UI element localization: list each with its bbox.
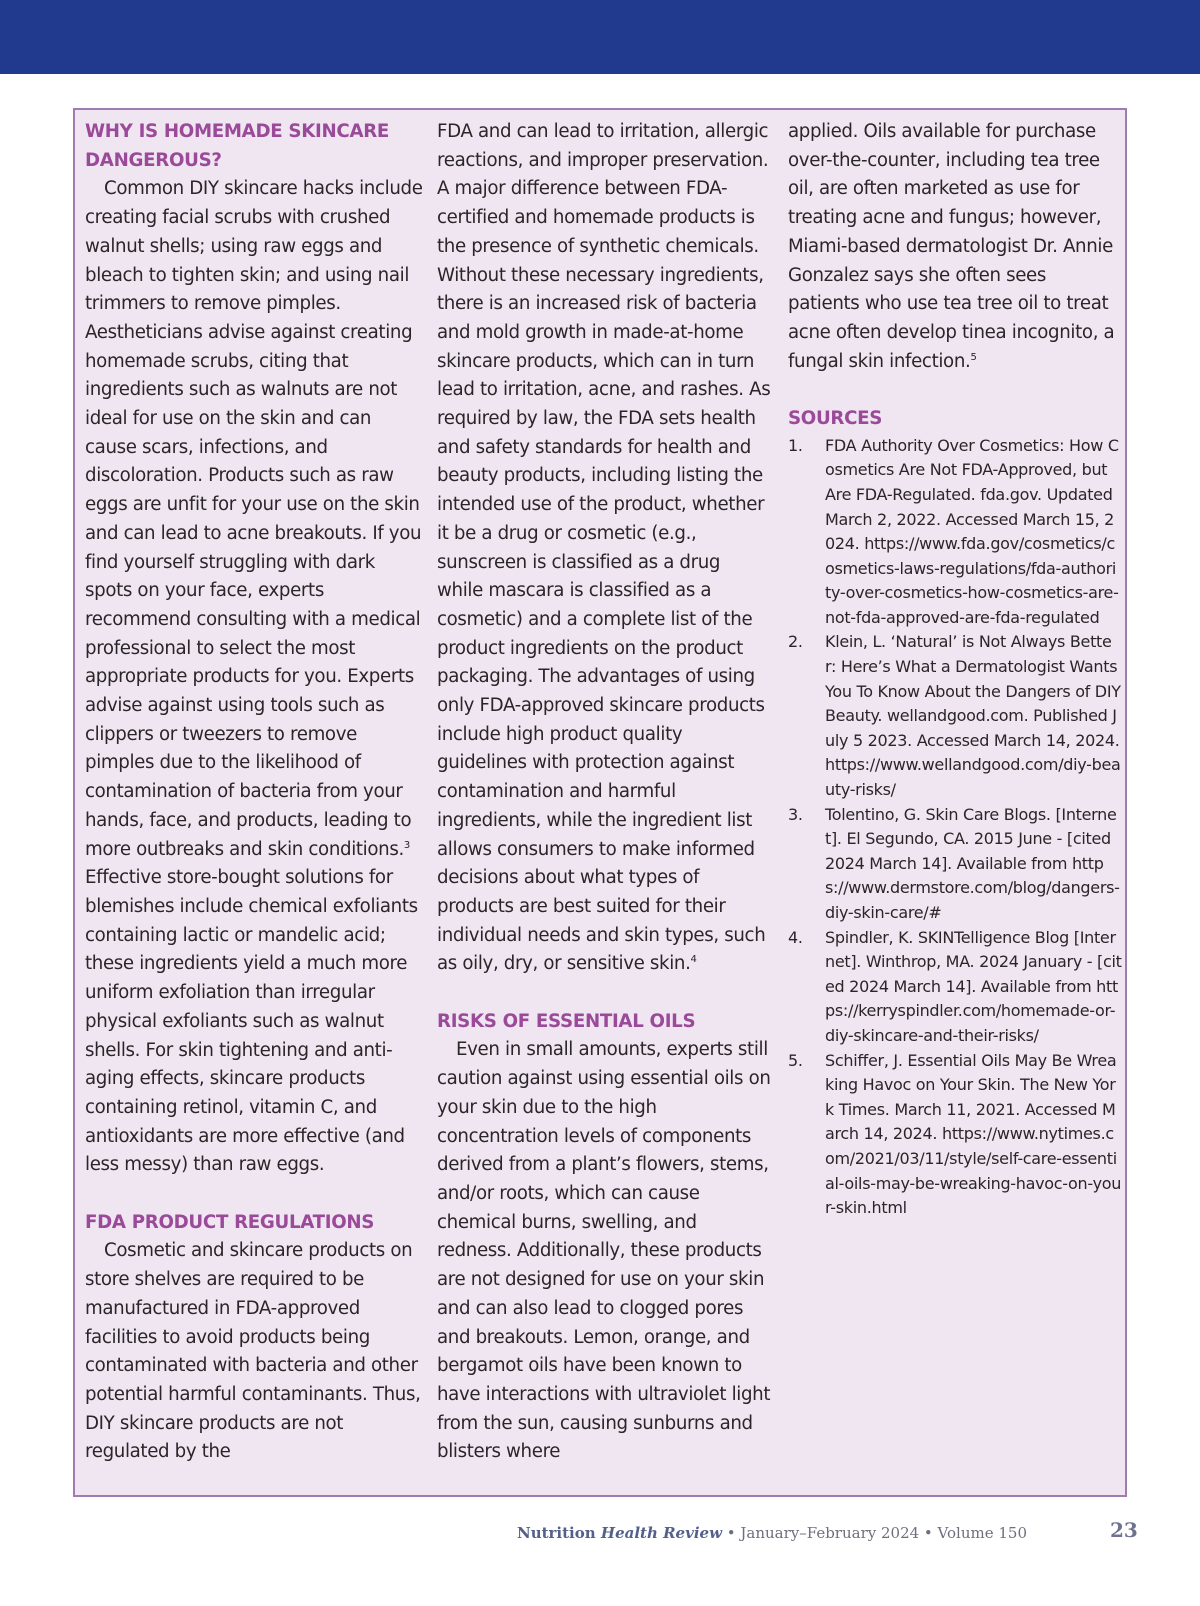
oils-paragraph-part1: Even in small amounts, experts still caution against using essential oils on your skin due to the high concentration levels of components derived from a plant’s flowers, stems, and/or roots, which can cause chemical burns, swelling, and redness. Additionally, these products are not designed for use on your skin and can also lead to clogged pores and breakouts. Lemon, orange, and bergamot oils have been known to have interactions with ultraviolet light from the sun, causing sunburns and blisters where [437, 1039, 771, 1463]
source-text: Tolentino, G. Skin Care Blogs. [Internet]. El Segundo, CA. 2015 June - [cited 2024 March 14]. Available from https://www.dermstore.com/blog/dangers-diy-skin-care/# [825, 804, 1120, 922]
source-number: 5. [788, 1050, 803, 1070]
source-item [788, 926, 1122, 1049]
sources-list [788, 434, 1122, 1221]
source-number: 1. [788, 435, 803, 455]
footnote-ref-3: 3 [403, 839, 410, 851]
oils-text-continued: applied. Oils available for purchase over-the-counter, including tea tree oil, are often marketed as use for treating acne and fungus; however, Miami-based dermatologist Dr. Annie Gonzalez says she often sees patients who use tea tree oil to treat acne often develop tinea incognito, a fungal skin infection. [788, 121, 1115, 372]
issue-info: • January–February 2024 • Volume 150 [721, 1524, 1027, 1542]
source-item [788, 434, 1122, 631]
heading-why-homemade-dangerous: WHY IS HOMEMADE SKINCARE DANGEROUS? [85, 121, 390, 171]
publication-name [517, 1524, 722, 1542]
why-text-a: Common DIY skincare hacks include creating facial scrubs with crushed walnut shells; using raw eggs and bleach to tighten skin; and using nail trimmers to remove pimples. Aestheticians advise against creating homemade scrubs, citing that ingredients such as walnuts are not ideal for use on the skin and can cause scars, infections, and discoloration. Products such as raw eggs are unfit for your use on the skin and can lead to acne breakouts. If you find yourself struggling with dark spots on your face, experts recommend consulting with a medical professional to select the most appropriate products for you. Experts advise against using tools such as clippers or tweezers to remove pimples due to the likelihood of contamination of bacteria from your hands, face, and products, leading to more outbreaks and skin conditions. [85, 178, 423, 860]
column-1 [85, 118, 425, 1467]
oils-paragraph-part2 [788, 118, 1122, 376]
source-item [788, 803, 1122, 926]
source-text: Schiffer, J. Essential Oils May Be Wreaking Havoc on Your Skin. The New York Times. March 11, 2021. Accessed March 14, 2024. https://www.nytimes.com/2021/03/11/style/self-care-essential-oils-may-be-wreaking-havoc-on-your-skin.html [825, 1050, 1122, 1218]
source-item [788, 1049, 1122, 1221]
source-text: Spindler, K. SKINTelligence Blog [Internet]. Winthrop, MA. 2024 January - [cited 2024 March 14]. Available from https://kerryspindler.com/homemade-or-diy-skincare-and-their-risks/ [825, 927, 1122, 1045]
fda-text-continued: FDA and can lead to irritation, allergic reactions, and improper preservation. A major difference between FDA-certified and homemade products is the presence of synthetic chemicals. Without these necessary ingredients, there is an increased risk of bacteria and mold growth in made-at-home skincare products, which can in turn lead to irritation, acne, and rashes. As required by law, the FDA sets health and safety standards for health and beauty products, including listing the intended use of the product, whether it be a drug or cosmetic (e.g., sunscreen is classified as a drug while mascara is classified as a cosmetic) and a complete list of the product ingredients on the product packaging. The advantages of using only FDA-approved skincare products include high product quality guidelines with protection against contamination and harmful ingredients, while the ingredient list allows consumers to make informed decisions about what types of products are best suited for their individual needs and skin types, such as oily, dry, or sensitive skin. [437, 121, 771, 975]
fda-paragraph-part2 [437, 118, 771, 979]
source-item [788, 630, 1122, 802]
footer-publication-line [517, 1524, 1027, 1542]
source-text: Klein, L. ‘Natural’ is Not Always Better: Here’s What a Dermatologist Wants You To Know About the Dangers of DIY Beauty. wellandgood.com. Published July 5 2023. Accessed March 14, 2024. https://www.wellandgood.com/diy-beauty-risks/ [825, 632, 1121, 800]
footnote-ref-5: 5 [970, 351, 977, 363]
fda-paragraph-part1: Cosmetic and skincare products on store shelves are required to be manufactured in FDA-approved facilities to avoid products being contaminated with bacteria and other potential harmful contaminants. Thus, DIY skincare products are not regulated by the [85, 1240, 421, 1463]
why-text-b: Effective store-bought solutions for blemishes include chemical exfoliants containing lactic or mandelic acid; these ingredients yield a much more uniform exfoliation than irregular physical exfoliants such as walnut shells. For skin tightening and anti-aging effects, skincare products containing retinol, vitamin C, and antioxidants are more effective (and less messy) than raw eggs. [85, 867, 418, 1176]
top-color-band [0, 0, 1200, 74]
why-paragraph [85, 175, 425, 1180]
heading-fda-product-regulations: FDA PRODUCT REGULATIONS [85, 1211, 375, 1233]
publication-name-plain: Nutrition [516, 1524, 596, 1542]
source-number: 3. [788, 804, 803, 824]
heading-risks-essential-oils: RISKS OF ESSENTIAL OILS [437, 1010, 696, 1032]
column-2 [437, 118, 771, 1467]
footnote-ref-4: 4 [690, 954, 697, 966]
heading-sources: SOURCES [788, 408, 883, 430]
page-number: 23 [1110, 1518, 1138, 1542]
column-3 [788, 118, 1122, 1221]
publication-name-italic: Health Review [600, 1524, 722, 1542]
sidebar-panel [73, 108, 1127, 1497]
source-number: 2. [788, 632, 803, 652]
source-number: 4. [788, 927, 803, 947]
source-text: FDA Authority Over Cosmetics: How Cosmetics Are Not FDA-Approved, but Are FDA-Regulated. fda.gov. Updated March 2, 2022. Accessed March 15, 2024. https://www.fda.gov/cosmetics/cosmetics-laws-regulations/fda-authority-over-cosmetics-how-cosmetics-are-not-fda-approved-are-fda-regulated [825, 435, 1119, 627]
